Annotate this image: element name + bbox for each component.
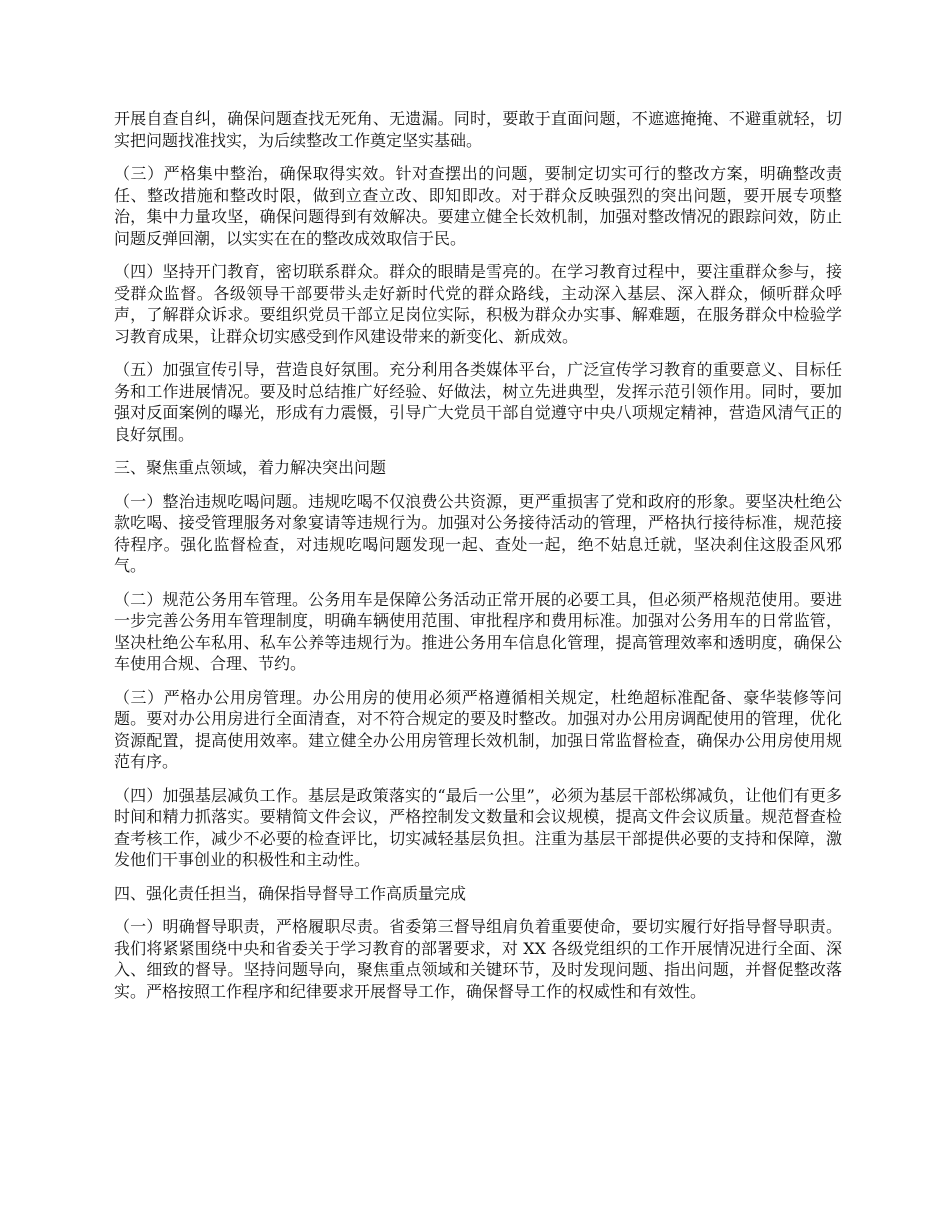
paragraph-dining: （一）整治违规吃喝问题。违规吃喝不仅浪费公共资源，更严重损害了党和政府的形象。要坚决杜绝公款吃喝、接受管理服务对象宴请等违规行为。加强对公务接待活动的管理，严格执行接待标准，规范接待程序。强化监督检查，对违规吃喝问题发现一起、查处一起，绝不姑息迁就，坚决刹住这股歪风邪气。 xyxy=(114,491,842,575)
paragraph-grassroots-burden: （四）加强基层减负工作。基层是政策落实的“最后一公里”，必须为基层干部松绑减负，让他们有更多时间和精力抓落实。要精简文件会议，严格控制发文数量和会议规模，提高文件会议质量。规范督查检查考核工作，减少不必要的检查评比，切实减轻基层负担。注重为基层干部提供必要的支持和保障，激发他们干事创业的积极性和主动性。 xyxy=(114,785,842,869)
paragraph-self-inspection-cont: 开展自查自纠，确保问题查找无死角、无遗漏。同时，要敢于直面问题，不遮遮掩掩、不避重就轻，切实把问题找准找实，为后续整改工作奠定坚实基础。 xyxy=(114,109,842,150)
section-heading-4: 四、强化责任担当，确保指导督导工作高质量完成 xyxy=(114,883,467,903)
paragraph-office-space: （三）严格办公用房管理。办公用房的使用必须严格遵循相关规定，杜绝超标准配备、豪华装修等问题。要对办公用房进行全面清查，对不符合规定的要及时整改。加强对办公用房调配使用的管理，优化资源配置，提高使用效率。建立健全办公用房管理长效机制，加强日常监督检查，确保办公用房使用规范有序。 xyxy=(114,687,842,771)
paragraph-official-cars: （二）规范公务用车管理。公务用车是保障公务活动正常开展的必要工具，但必须严格规范使用。要进一步完善公务用车管理制度，明确车辆使用范围、审批程序和费用标准。加强对公务用车的日常监管，坚决杜绝公车私用、私车公养等违规行为。推进公务用车信息化管理，提高管理效率和透明度，确保公车使用合规、合理、节约。 xyxy=(114,589,842,673)
paragraph-rectification: （三）严格集中整治，确保取得实效。针对查摆出的问题，要制定切实可行的整改方案，明确整改责任、整改措施和整改时限，做到立查立改、即知即改。对于群众反映强烈的突出问题，要开展专项整治，集中力量攻坚，确保问题得到有效解决。要建立健全长效机制，加强对整改情况的跟踪问效，防止问题反弹回潮，以实实在在的整改成效取信于民。 xyxy=(114,164,842,248)
paragraph-open-education: （四）坚持开门教育，密切联系群众。群众的眼睛是雪亮的。在学习教育过程中，要注重群众参与，接受群众监督。各级领导干部要带头走好新时代党的群众路线，主动深入基层、深入群众，倾听群众呼声，了解群众诉求。要组织党员干部立足岗位实际，积极为群众办实事、解难题，在服务群众中检验学习教育成果，让群众切实感受到作风建设带来的新变化、新成效。 xyxy=(114,262,842,346)
document-page xyxy=(114,108,842,1014)
paragraph-supervision-duties: （一）明确督导职责，严格履职尽责。省委第三督导组肩负着重要使命，要切实履行好指导督导职责。我们将紧紧围绕中央和省委关于学习教育的部署要求，对 XX 各级党组织的工作开展情况进行全面、深入、细致的督导。坚持问题导向，聚焦重点领域和关键环节，及时发现问题、指出问题，并督促整改落实。严格按照工作程序和纪律要求开展督导工作，确保督导工作的权威性和有效性。 xyxy=(114,917,842,1001)
paragraph-publicity: （五）加强宣传引导，营造良好氛围。充分利用各类媒体平台，广泛宣传学习教育的重要意义、目标任务和工作进展情况。要及时总结推广好经验、好做法，树立先进典型，发挥示范引领作用。同时，要加强对反面案例的曝光，形成有力震慑，引导广大党员干部自觉遵守中央八项规定精神，营造风清气正的良好氛围。 xyxy=(114,360,842,444)
section-heading-3: 三、聚焦重点领域，着力解决突出问题 xyxy=(114,458,387,477)
